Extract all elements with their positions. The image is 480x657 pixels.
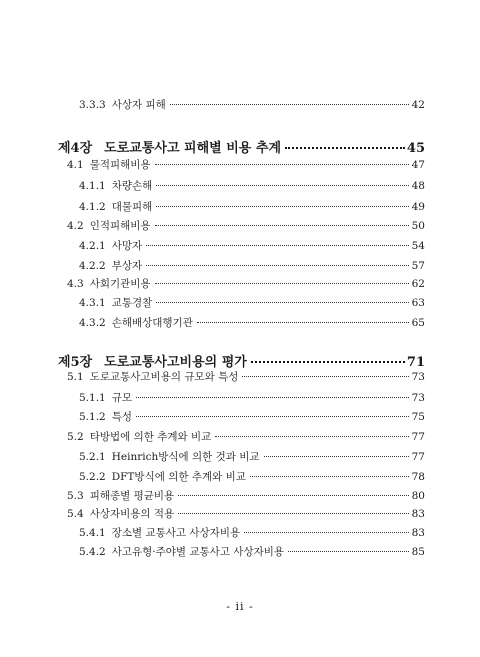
toc-entry-page: 85 [411,546,425,558]
toc-entry-number: 5.1.1 [79,392,106,404]
toc-entry-page: 49 [411,201,425,213]
toc-entry-title: 도로교통사고비용의 평가 [104,355,247,370]
dot-leader [250,476,409,477]
dot-leader [155,283,409,284]
dot-leader [170,104,409,105]
toc-entry-number: 4.2 [67,220,84,232]
toc-entry-page: 62 [411,278,425,290]
toc-entry-page: 57 [411,260,425,272]
toc-entry-page: 75 [411,411,425,423]
toc-entry-row [67,429,425,444]
dot-leader [251,361,405,363]
dot-leader [285,147,405,149]
toc-entry-row [79,97,425,112]
toc-entry-title: 타방법에 의한 추계와 비교 [89,431,212,443]
toc-entry-row [79,238,425,253]
toc-entry-row [79,199,425,214]
toc-entry-title: 손해배상대행기관 [111,317,193,329]
dot-leader [215,436,409,437]
toc-entry-title: 인적피해비용 [89,220,151,232]
toc-entry-page: 48 [411,180,425,192]
toc-entry-page: 73 [411,371,425,383]
toc-entry-row [67,488,425,503]
toc-entry-page: 50 [411,220,425,232]
toc-entry-number: 4.3.1 [79,297,106,309]
dot-leader [155,164,409,165]
dot-leader [136,416,409,417]
toc-entry-number: 5.2.2 [79,471,106,483]
toc-entry-title: 도로교통사고비용의 규모와 특성 [89,371,239,383]
toc-chapter-row [58,351,425,370]
dot-leader [288,551,409,552]
toc-entry-row [79,295,425,310]
toc-entry-title: 사회기관비용 [89,278,151,290]
dot-leader [156,302,409,303]
toc-entry-page: 54 [411,240,425,252]
toc-entry-title: 특성 [111,411,133,423]
toc-entry-row [79,178,425,193]
toc-entry-title: 도로교통사고 피해별 비용 추계 [104,141,282,156]
toc-entry-page: 42 [411,99,425,111]
dot-leader [156,206,409,207]
dot-leader [136,397,409,398]
toc-entry-number: 4.2.1 [79,240,106,252]
toc-entry-number: 4.1.1 [79,180,106,192]
toc-entry-row [79,544,425,559]
toc-entry-number: 4.1 [67,159,84,171]
toc-entry-page: 78 [411,471,425,483]
toc-entry-number: 5.1.2 [79,411,106,423]
dot-leader [146,265,409,266]
toc-entry-page: 83 [411,508,425,520]
dot-leader [146,245,409,246]
toc-entry-title: 사망자 [111,240,143,252]
toc-entry-number: 4.1.2 [79,201,106,213]
toc-entry-title: 교통경찰 [111,297,153,309]
toc-entry-number: 4.2.2 [79,260,106,272]
toc-entry-title: Heinrich방식에 의한 것과 비교 [111,451,260,463]
toc-entry-title: 사고유형·주야별 교통사고 사상자비용 [111,546,285,558]
toc-entry-row [67,276,425,291]
toc-entry-row [79,449,425,464]
toc-entry-row [67,506,425,521]
dot-leader [178,513,409,514]
page-footer-number: - ii - [226,600,254,613]
dot-leader [155,225,409,226]
toc-entry-row [79,390,425,405]
dot-leader [244,532,409,533]
toc-entry-row [79,258,425,273]
toc-entry-row [79,409,425,424]
toc-entry-page: 63 [411,297,425,309]
toc-entry-page: 65 [411,317,425,329]
toc-entry-row [79,315,425,330]
toc-entry-page: 73 [411,392,425,404]
toc-entry-page: 45 [406,141,425,156]
toc-entry-row [67,218,425,233]
toc-entry-title: DFT방식에 의한 추계와 비교 [111,471,246,483]
toc-entry-row [79,469,425,484]
toc-entry-number: 제5장 [58,355,93,370]
toc-entry-number: 5.4.2 [79,546,106,558]
dot-leader [242,376,409,377]
toc-entry-page: 47 [411,159,425,171]
dot-leader [197,322,409,323]
toc-entry-title: 피해종별 평균비용 [89,490,175,502]
toc-entry-row [67,369,425,384]
dot-leader [264,456,409,457]
toc-entry-number: 5.3 [67,490,84,502]
toc-entry-number: 3.3.3 [79,99,106,111]
toc-entry-number: 4.3 [67,278,84,290]
toc-entry-row [79,525,425,540]
toc-entry-title: 사상자비용의 적용 [89,508,175,520]
toc-entry-number: 4.3.2 [79,317,106,329]
toc-entry-title: 대물피해 [111,201,153,213]
toc-entry-number: 5.4 [67,508,84,520]
toc-entry-page: 77 [411,431,425,443]
toc-entry-title: 차량손해 [111,180,153,192]
toc-entry-page: 80 [411,490,425,502]
toc-entry-page: 77 [411,451,425,463]
toc-entry-number: 5.2 [67,431,84,443]
toc-entry-title: 규모 [111,392,133,404]
toc-entry-title: 부상자 [111,260,143,272]
toc-entry-title: 물적피해비용 [89,159,151,171]
toc-entry-page: 71 [406,355,425,370]
toc-entry-title: 사상자 피해 [111,99,166,111]
toc-entry-page: 83 [411,527,425,539]
toc-chapter-row [58,137,425,156]
dot-leader [178,495,409,496]
toc-entry-number: 5.4.1 [79,527,106,539]
toc-entry-title: 장소별 교통사고 사상자비용 [111,527,241,539]
toc-entry-number: 5.2.1 [79,451,106,463]
toc-entry-number: 제4장 [58,141,93,156]
toc-entry-number: 5.1 [67,371,84,383]
toc-entry-row [67,157,425,172]
dot-leader [156,185,409,186]
